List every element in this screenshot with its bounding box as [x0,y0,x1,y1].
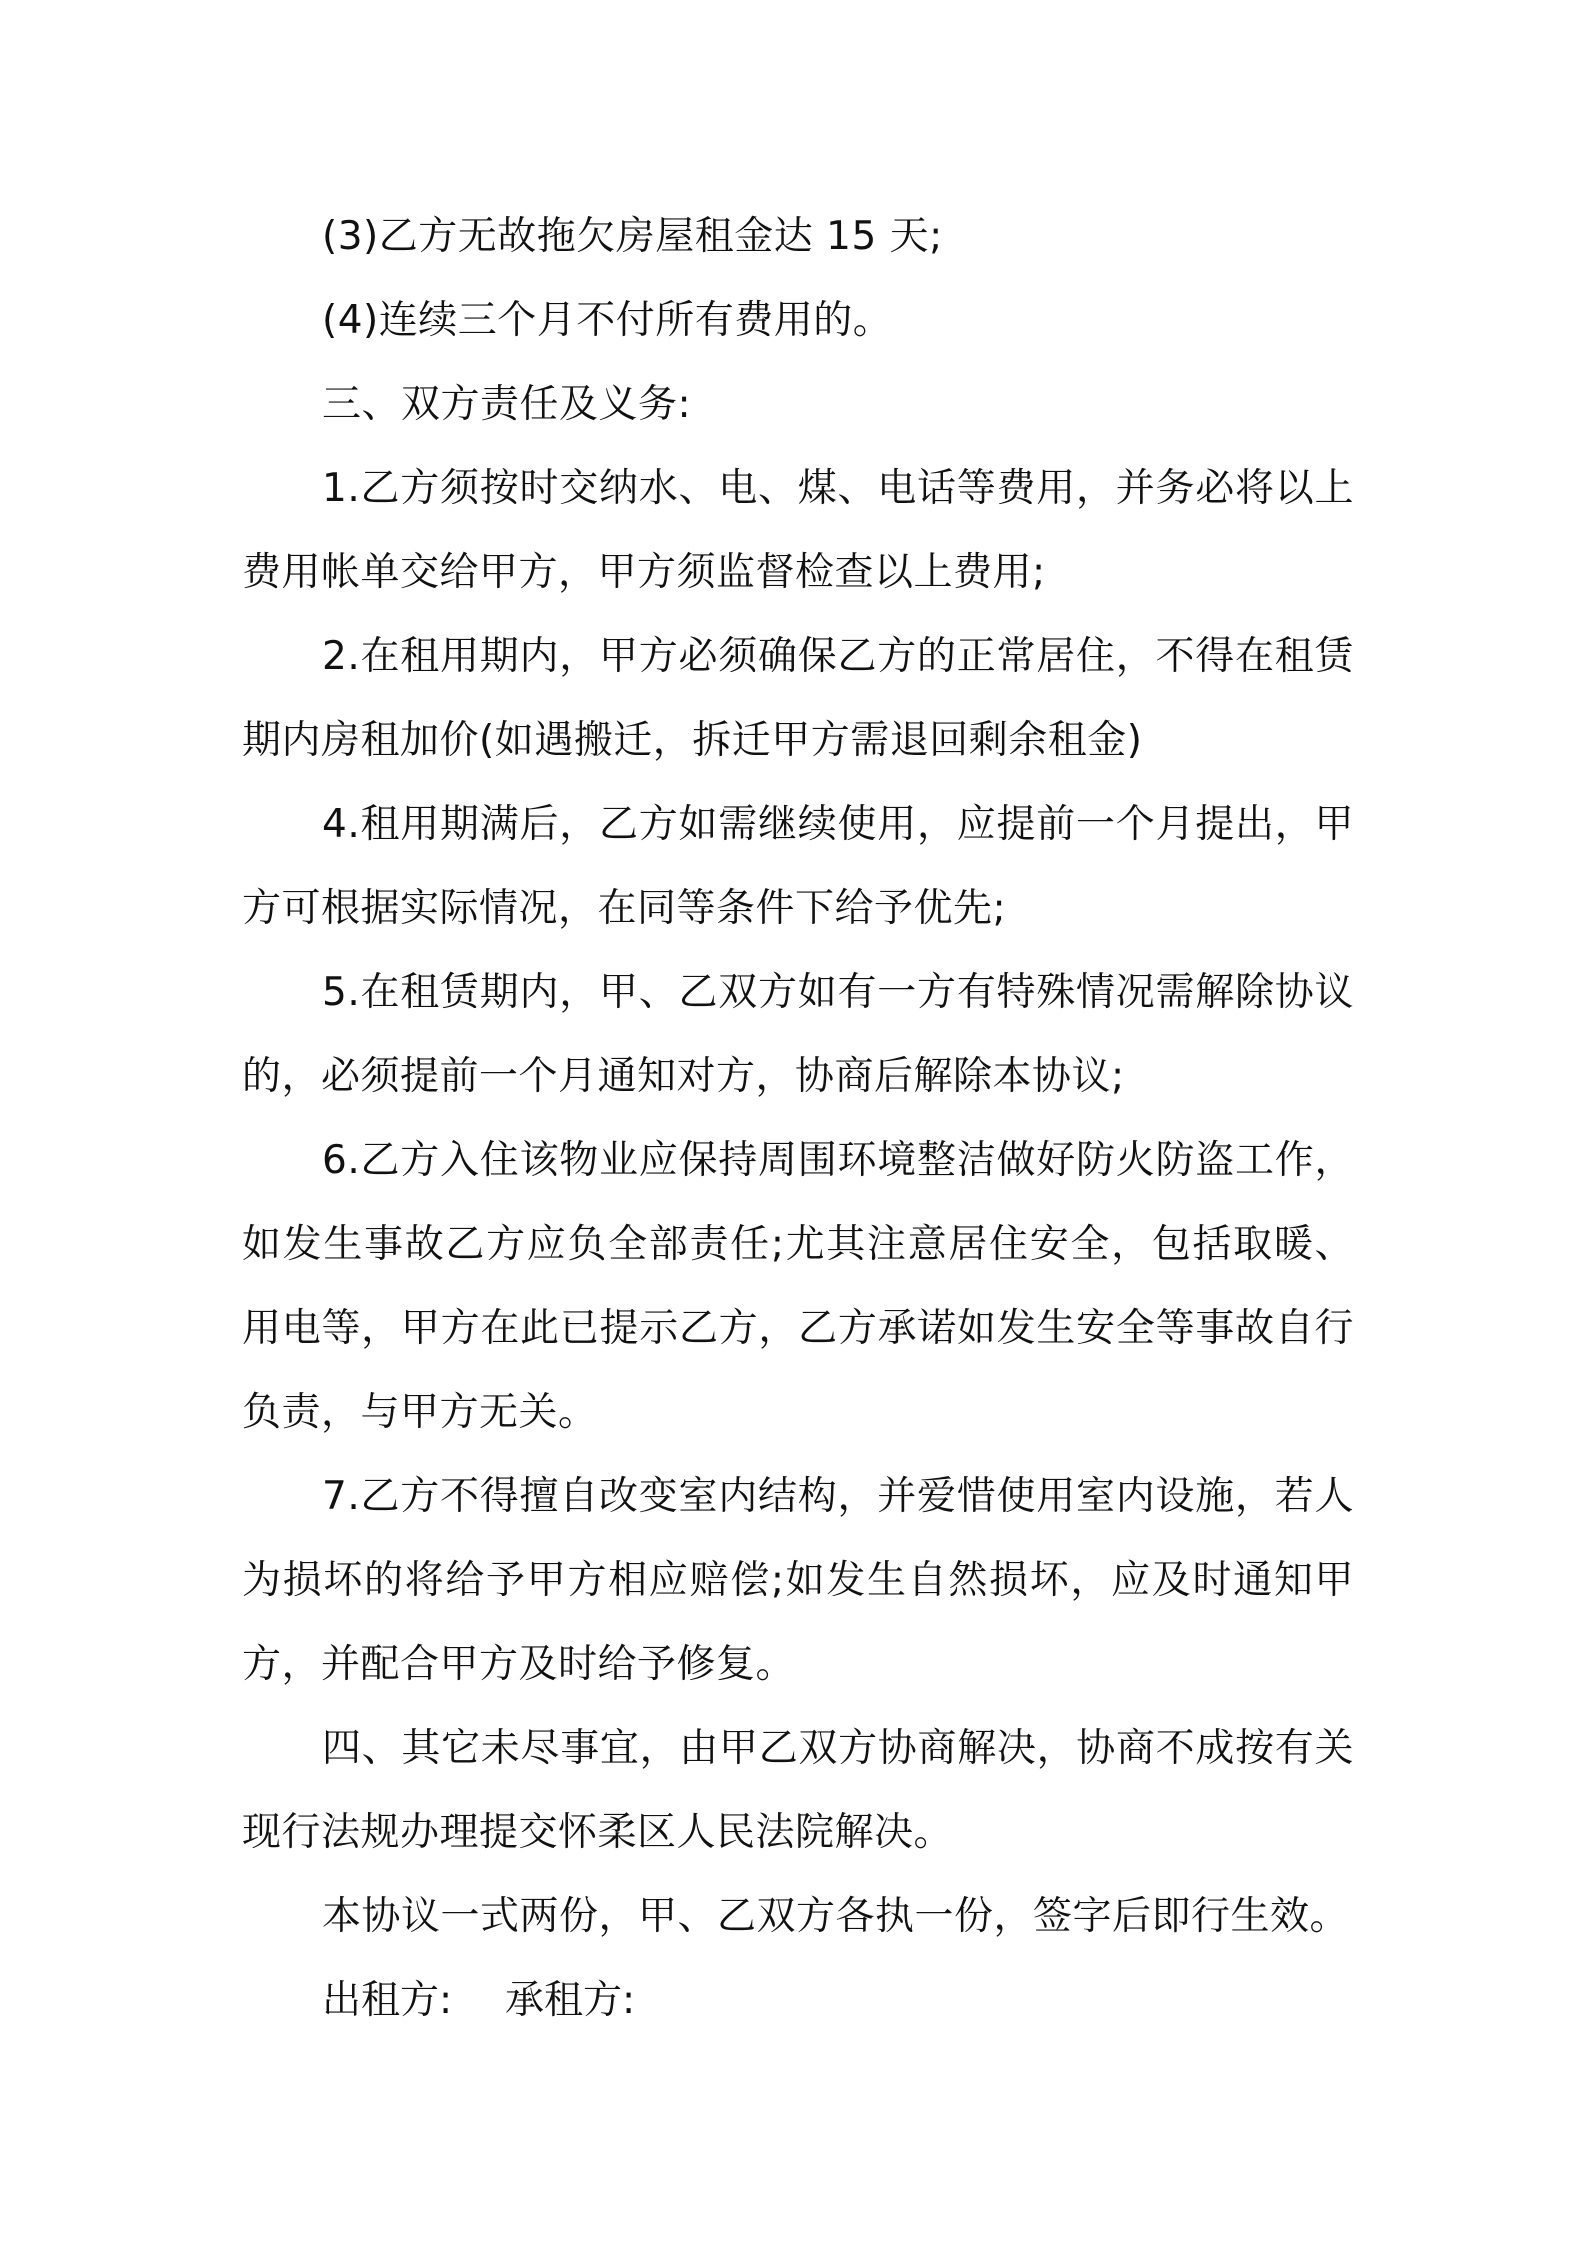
duty-item-4: 4.租用期满后，乙方如需继续使用，应提前一个月提出，甲方可根据实际情况，在同等条件下给予优先; [242,802,1354,931]
document-body [242,195,1354,2043]
duty-item-6: 6.乙方入住该物业应保持周围环境整洁做好防火防盗工作，如发生事故乙方应负全部责任;尤其注意居住安全，包括取暖、用电等，甲方在此已提示乙方，乙方承诺如发生安全等事故自行负责，与甲方无关。 [242,1138,1354,1435]
signature-line [242,1959,1354,2043]
duty-item-7: 7.乙方不得擅自改变室内结构，并爱惜使用室内设施，若人为损坏的将给予甲方相应赔偿;如发生自然损坏，应及时通知甲方，并配合甲方及时给予修复。 [242,1474,1354,1687]
agreement-copies-statement: 本协议一式两份，甲、乙双方各执一份，签字后即行生效。 [322,1894,1350,1939]
duty-item-1: 1.乙方须按时交纳水、电、煤、电话等费用，并务必将以上费用帐单交给甲方，甲方须监督检查以上费用; [242,466,1354,595]
clause-3-4: (4)连续三个月不付所有费用的。 [322,298,893,343]
duty-item-5: 5.在租赁期内，甲、乙双方如有一方有特殊情况需解除协议的，必须提前一个月通知对方，协商后解除本协议; [242,970,1354,1099]
section-heading-responsibilities: 三、双方责任及义务: [322,382,692,427]
section-other-matters: 四、其它未尽事宜，由甲乙双方协商解决，协商不成按有关现行法规办理提交怀柔区人民法院解决。 [242,1726,1354,1855]
lessee-label: 承租方: [505,1978,636,2023]
duty-item-2: 2.在租用期内，甲方必须确保乙方的正常居住，不得在租赁期内房租加价(如遇搬迁，拆迁甲方需退回剩余租金) [242,634,1354,763]
lessor-label: 出租方: [322,1978,453,2023]
clause-3-3: (3)乙方无故拖欠房屋租金达 15 天; [322,214,943,259]
